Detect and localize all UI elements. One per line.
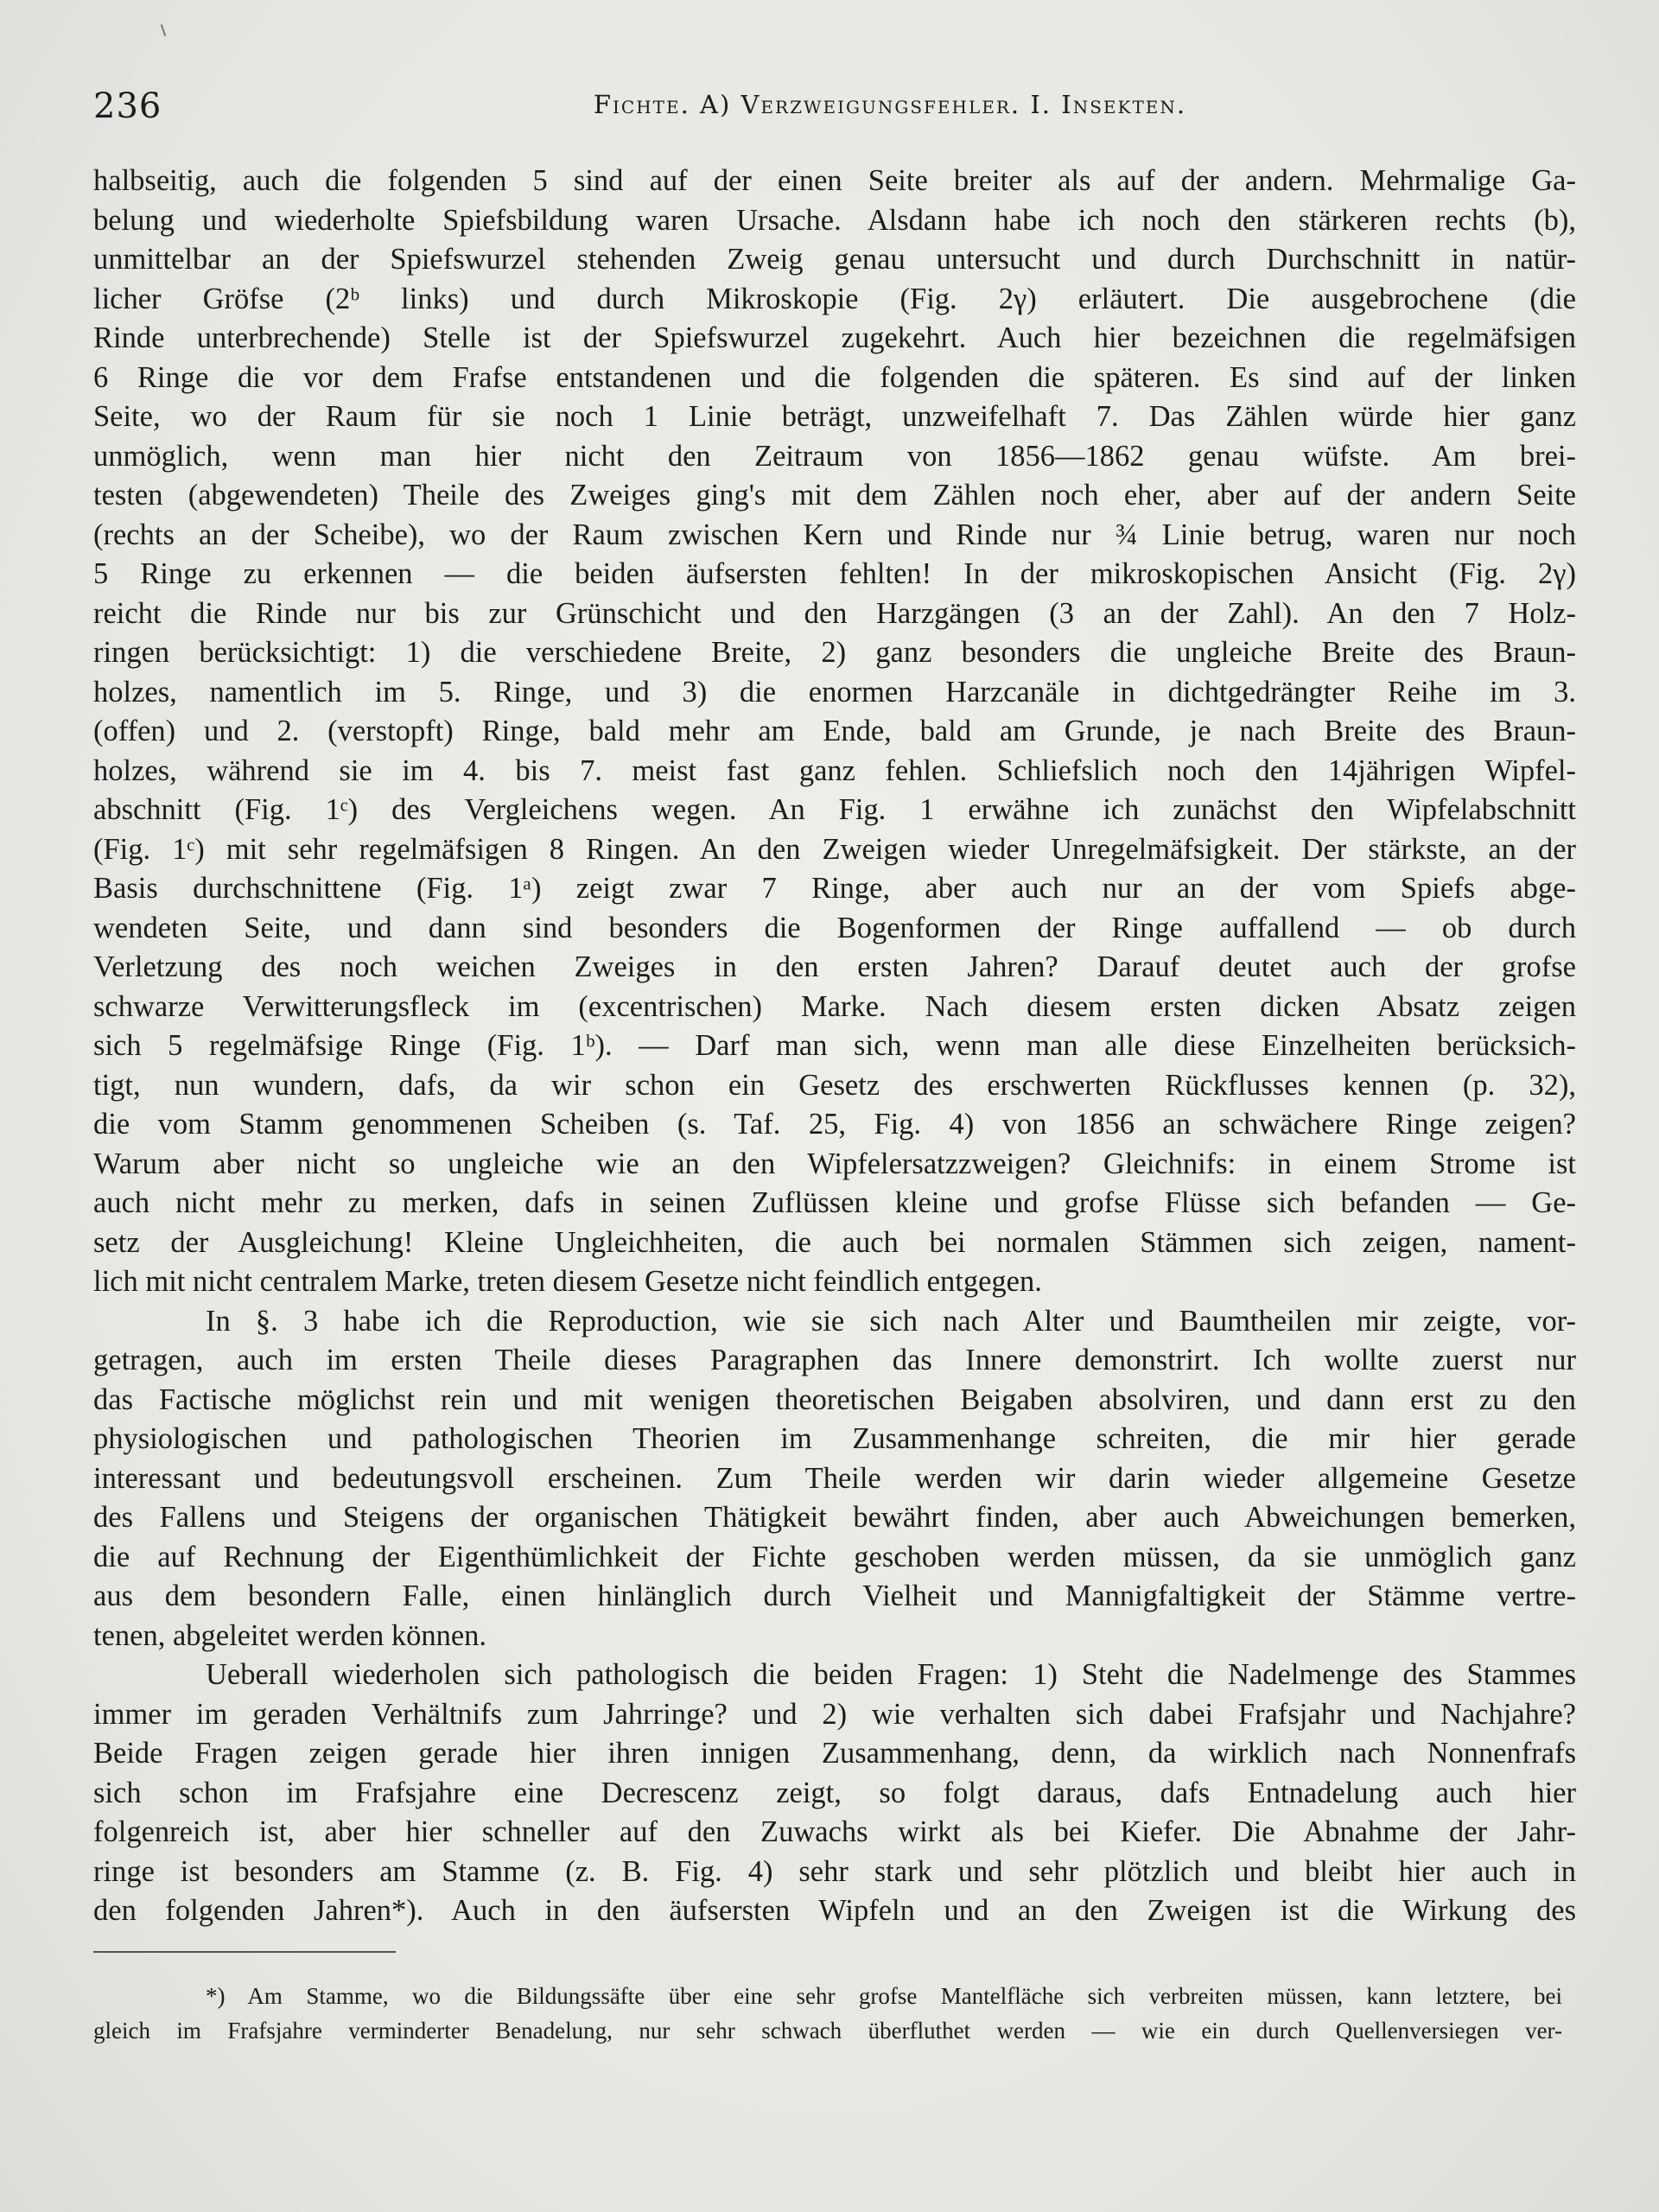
paragraph-end-line: lich mit nicht centralem Marke, treten diesem Gesetze nicht feindlich entgegen. — [93, 1265, 1042, 1298]
text-line: unmöglich, wenn man hier nicht den Zeitraum von 1856—1862 genau wüfste. Am brei- — [93, 439, 1576, 473]
text-line: Beide Fragen zeigen gerade hier ihren innigen Zusammenhang, denn, da wirklich nach Nonnenfrafs — [93, 1737, 1576, 1770]
paragraph-start-line: Ueberall wiederholen sich pathologisch die beiden Fragen: 1) Steht die Nadelmenge des Stammes — [206, 1658, 1576, 1691]
text-line: belung und wiederholte Spiefsbildung waren Ursache. Alsdann habe ich noch den stärkeren rechts (b), — [93, 203, 1576, 237]
text-line: des Fallens und Steigens der organischen Thätigkeit bewährt finden, aber auch Abweichungen bemerken, — [93, 1501, 1576, 1534]
page-number: 236 — [93, 86, 162, 126]
paragraph-end-line: tenen, abgeleitet werden können. — [93, 1618, 487, 1652]
text-line: die vom Stamm genommenen Scheiben (s. Taf. 25, Fig. 4) von 1856 an schwächere Ringe zeigen? — [93, 1108, 1576, 1141]
text-line: 5 Ringe zu erkennen — die beiden äufsersten fehlten! In der mikroskopischen Ansicht (Fig. 2γ) — [93, 557, 1576, 590]
text-line: testen (abgewendeten) Theile des Zweiges ging's mit dem Zählen noch eher, aber auf der andern Seite — [93, 479, 1576, 512]
text-line: Verletzung des noch weichen Zweiges in den ersten Jahren? Darauf deutet auch der grofse — [93, 950, 1576, 983]
footnote-line: *) Am Stamme, wo die Bildungssäfte über eine sehr grofse Mantelfläche sich verbreiten müssen, kann letztere, bei — [206, 1983, 1562, 2009]
text-line: Seite, wo der Raum für sie noch 1 Linie beträgt, unzweifelhaft 7. Das Zählen würde hier ganz — [93, 400, 1576, 433]
text-line: sich schon im Frafsjahre eine Decrescenz zeigt, so folgt daraus, dafs Entnadelung auch hier — [93, 1776, 1576, 1809]
text-line: (rechts an der Scheibe), wo der Raum zwischen Kern und Rinde nur ¾ Linie betrug, waren nur noch — [93, 518, 1576, 551]
text-line: aus dem besondern Falle, einen hinlänglich durch Vielheit und Mannigfaltigkeit der Stämme vertre- — [93, 1580, 1576, 1612]
text-line: wendeten Seite, und dann sind besonders die Bogenformen der Ringe auffallend — ob durch — [93, 911, 1576, 944]
text-line: das Factische möglichst rein und mit wenigen theoretischen Beigaben absolviren, und dann erst zu den — [93, 1382, 1576, 1416]
text-line: Warum aber nicht so ungleiche wie an den Wipfelersatzzweigen? Gleichnifs: in einem Strome ist — [93, 1147, 1576, 1180]
text-line: reicht die Rinde nur bis zur Grünschicht und den Harzgängen (3 an der Zahl). An den 7 Holz- — [93, 596, 1576, 630]
text-line: sich 5 regelmäfsige Ringe (Fig. 1ᵇ). — Darf man sich, wenn man alle diese Einzelheiten berücksich- — [93, 1029, 1576, 1062]
text-line: licher Gröfse (2ᵇ links) und durch Mikroskopie (Fig. 2γ) erläutert. Die ausgebrochene (die — [93, 282, 1576, 315]
text-line: den folgenden Jahren*). Auch in den äufsersten Wipfeln und an den Zweigen ist die Wirkung des — [93, 1894, 1576, 1927]
footnote-divider — [93, 1951, 396, 1953]
text-line: immer im geraden Verhältnifs zum Jahrringe? und 2) wie verhalten sich dabei Frafsjahr und Nachjahre? — [93, 1697, 1576, 1731]
text-line: abschnitt (Fig. 1ᶜ) des Vergleichens wegen. An Fig. 1 erwähne ich zunächst den Wipfelabschnitt — [93, 793, 1576, 826]
text-line: (Fig. 1ᶜ) mit sehr regelmäfsigen 8 Ringen. An den Zweigen wieder Unregelmäfsigkeit. Der stärkste, an der — [93, 832, 1576, 866]
text-line: holzes, namentlich im 5. Ringe, und 3) die enormen Harzcanäle in dichtgedrängter Reihe im 3. — [93, 675, 1576, 709]
text-line: auch nicht mehr zu merken, dafs in seinen Zuflüssen kleine und grofse Flüsse sich befanden — Ge- — [93, 1186, 1576, 1219]
text-line: schwarze Verwitterungsfleck im (excentrischen) Marke. Nach diesem ersten dicken Absatz zeigen — [93, 989, 1576, 1023]
text-line: ringen berücksichtigt: 1) die verschiedene Breite, 2) ganz besonders die ungleiche Breite des Braun- — [93, 636, 1576, 669]
text-line: tigt, nun wundern, dafs, da wir schon ein Gesetz des erschwerten Rückflusses kennen (p. 32), — [93, 1068, 1576, 1102]
text-line: holzes, während sie im 4. bis 7. meist fast ganz fehlen. Schliefslich noch den 14jährigen Wipfel- — [93, 753, 1576, 787]
text-line: folgenreich ist, aber hier schneller auf den Zuwachs wirkt als bei Kiefer. Die Abnahme der Jahr- — [93, 1815, 1576, 1848]
text-line: getragen, auch im ersten Theile dieses Paragraphen das Innere demonstrirt. Ich wollte zuerst nur — [93, 1344, 1576, 1376]
text-line: Basis durchschnittene (Fig. 1ᵃ) zeigt zwar 7 Ringe, aber auch nur an der vom Spiefs abge- — [93, 872, 1576, 905]
text-line: (offen) und 2. (verstopft) Ringe, bald mehr am Ende, bald am Grunde, je nach Breite des Braun- — [93, 715, 1576, 747]
text-line: setz der Ausgleichung! Kleine Ungleichheiten, die auch bei normalen Stämmen sich zeigen, nament- — [93, 1225, 1576, 1259]
paragraph-start-line: In §. 3 habe ich die Reproduction, wie sie sich nach Alter und Baumtheilen mir zeigte, vor- — [206, 1304, 1576, 1338]
text-line: physiologischen und pathologischen Theorien im Zusammenhange schreiten, die mir hier gerade — [93, 1422, 1576, 1455]
page-header — [93, 86, 1566, 138]
text-line: Rinde unterbrechende) Stelle ist der Spiefswurzel zugekehrt. Auch hier bezeichnen die regelmäfsigen — [93, 321, 1576, 354]
text-line: 6 Ringe die vor dem Frafse entstandenen und die folgenden die späteren. Es sind auf der linken — [93, 360, 1576, 394]
body-text — [93, 162, 1576, 1931]
text-line: die auf Rechnung der Eigenthümlichkeit der Fichte geschoben werden müssen, da sie unmöglich ganz — [93, 1540, 1576, 1573]
running-head: Fichte. A) Verzweigungsfehler. I. Insekten. — [593, 90, 1187, 119]
margin-mark — [161, 24, 167, 36]
footnote-line: gleich im Frafsjahre verminderter Benadelung, nur sehr schwach überfluthet werden — wie ein durch Quellenversiegen ver- — [93, 2018, 1562, 2044]
footnote — [93, 1979, 1562, 2048]
text-line: ringe ist besonders am Stamme (z. B. Fig. 4) sehr stark und sehr plötzlich und bleibt hier auch in — [93, 1854, 1576, 1888]
text-line: interessant und bedeutungsvoll erscheinen. Zum Theile werden wir darin wieder allgemeine Gesetze — [93, 1461, 1576, 1495]
text-line: unmittelbar an der Spiefswurzel stehenden Zweig genau untersucht und durch Durchschnitt in natür- — [93, 243, 1576, 276]
text-line: halbseitig, auch die folgenden 5 sind auf der einen Seite breiter als auf der andern. Mehrmalige Ga- — [93, 164, 1576, 197]
